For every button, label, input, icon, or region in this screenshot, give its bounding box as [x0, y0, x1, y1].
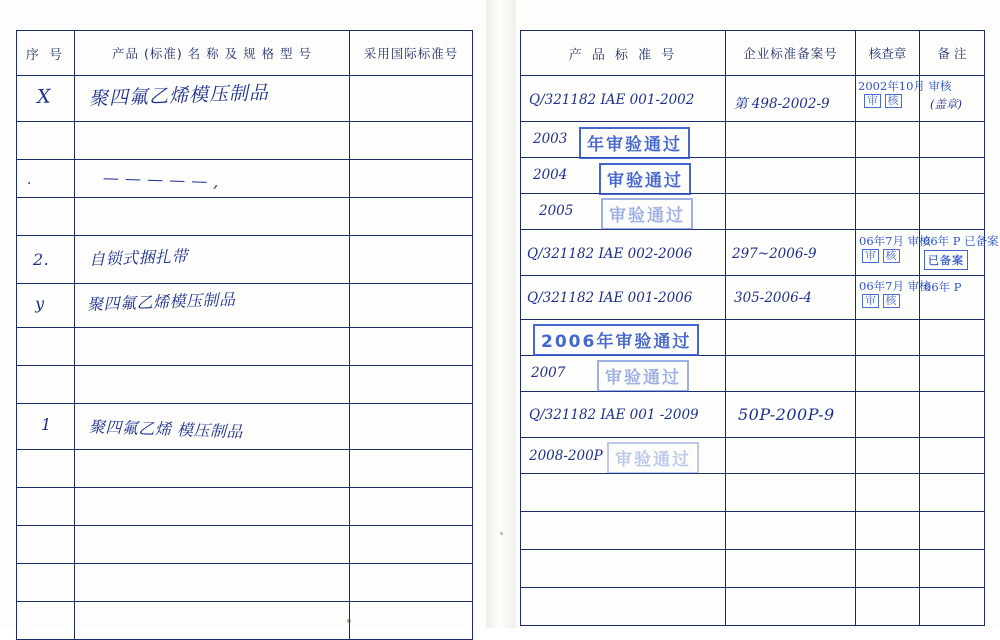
inspection-stamp: 审验通过	[599, 163, 691, 195]
table-row	[521, 512, 985, 550]
table-row	[521, 76, 985, 122]
cell-standard-no	[521, 588, 726, 626]
cell-intl-standard	[350, 328, 473, 366]
inspection-stamp: 2006年审验通过	[533, 324, 699, 356]
cell-remark	[920, 276, 985, 320]
handwriting-serial: X	[36, 85, 52, 108]
cell-product-name	[75, 404, 350, 450]
cell-record-no	[726, 194, 856, 230]
table-row	[521, 438, 985, 474]
handwriting-serial: 2.	[33, 250, 50, 269]
cell-check-seal	[856, 356, 920, 392]
table-row	[521, 320, 985, 356]
cell-check-seal	[856, 230, 931, 276]
table-row	[17, 564, 473, 602]
cell-intl-standard	[350, 284, 473, 328]
cell-product-name	[75, 450, 350, 488]
cell-intl-standard	[350, 76, 473, 122]
header-record-no: 企业标准备案号	[726, 31, 856, 76]
cell-check-seal	[856, 474, 920, 512]
cell-product-name	[75, 564, 350, 602]
left-table-header-row	[17, 31, 473, 76]
cell-serial	[17, 488, 75, 526]
cell-intl-standard	[350, 160, 473, 198]
cell-record-no	[726, 320, 856, 356]
remark-date-text: 06年 P 已备案	[923, 234, 999, 248]
cell-check-seal	[856, 320, 920, 356]
handwriting-year: 2005	[539, 203, 574, 219]
cell-serial	[17, 526, 75, 564]
cell-standard-no	[521, 194, 726, 230]
handwriting-remark: (盖章)	[930, 97, 962, 111]
cell-check-seal	[856, 194, 920, 230]
cell-intl-standard	[350, 366, 473, 404]
inspection-stamp: 审验通过	[607, 442, 699, 474]
table-row	[17, 404, 473, 450]
remark-date-text: 06年 P	[924, 280, 962, 294]
table-row	[17, 236, 473, 284]
header-intl-standard: 采用国际标准号	[350, 31, 473, 76]
cell-record-no	[726, 550, 856, 588]
cell-check-seal	[856, 588, 920, 626]
handwriting-year: 2008-200P	[529, 448, 603, 464]
handwriting-standard-no: Q/321182 IAE 001-2002	[529, 92, 695, 108]
cell-remark	[920, 230, 999, 276]
handwriting-record-no: 297~2006-9	[732, 246, 817, 262]
table-row	[17, 526, 473, 564]
seal-date-text: 06年7月 审核	[859, 279, 931, 293]
cell-intl-standard	[350, 488, 473, 526]
table-row	[17, 366, 473, 404]
cell-product-name	[75, 236, 350, 284]
header-remark: 备 注	[920, 31, 985, 76]
cell-record-no	[726, 122, 856, 158]
cell-serial	[17, 564, 75, 602]
table-row	[521, 392, 985, 438]
right-table-header-row	[521, 31, 985, 76]
cell-standard-no	[521, 392, 726, 438]
cell-record-no	[726, 158, 856, 194]
cell-product-name	[75, 488, 350, 526]
header-standard-no: 产 品 标 准 号	[521, 31, 726, 76]
cell-record-no	[726, 512, 856, 550]
cell-remark	[920, 122, 985, 158]
cell-product-name	[75, 198, 350, 236]
cell-record-no	[726, 230, 856, 276]
cell-product-name	[75, 122, 350, 160]
handwriting-dash-mark: .	[27, 172, 32, 188]
cell-product-name	[75, 76, 350, 122]
cell-serial	[17, 76, 75, 122]
handwriting-product-name: 聚四氟乙烯 模压制品	[88, 417, 244, 442]
table-row	[17, 284, 473, 328]
handwriting-serial: y	[34, 293, 45, 313]
cell-standard-no	[521, 512, 726, 550]
cell-remark	[920, 158, 985, 194]
cell-serial	[17, 160, 75, 198]
table-row	[17, 488, 473, 526]
handwriting-strike-line: — — — — — ,	[102, 168, 220, 192]
cell-check-seal	[856, 392, 920, 438]
handwriting-product-name: 自锁式捆扎带	[88, 246, 189, 269]
cell-serial	[17, 122, 75, 160]
table-row	[17, 602, 473, 640]
handwriting-year: 2004	[533, 167, 568, 183]
cell-remark	[920, 550, 985, 588]
approval-seal-icon: 审 核	[864, 94, 902, 108]
table-row	[521, 356, 985, 392]
cell-check-seal	[856, 158, 920, 194]
cell-serial	[17, 198, 75, 236]
table-row	[17, 76, 473, 122]
cell-product-name	[75, 284, 350, 328]
table-row	[17, 160, 473, 198]
inspection-stamp: 审验通过	[601, 198, 693, 230]
cell-serial	[17, 328, 75, 366]
cell-record-no	[726, 356, 856, 392]
header-serial-no: 序 号	[17, 31, 75, 76]
table-row	[17, 328, 473, 366]
filed-stamp: 已备案	[924, 250, 968, 270]
cell-check-seal	[856, 122, 920, 158]
cell-standard-no	[521, 122, 726, 158]
table-row	[521, 230, 985, 276]
header-check-seal: 核查章	[856, 31, 920, 76]
table-row	[521, 550, 985, 588]
cell-product-name	[75, 328, 350, 366]
handwriting-year: 2003	[533, 131, 568, 147]
cell-standard-no	[521, 438, 726, 474]
cell-record-no	[726, 588, 856, 626]
cell-remark	[920, 438, 985, 474]
cell-product-name	[75, 160, 350, 198]
cell-product-name	[75, 526, 350, 564]
handwriting-product-name: 聚四氟乙烯模压制品	[86, 289, 236, 314]
cell-remark	[920, 588, 985, 626]
cell-remark	[920, 194, 985, 230]
approval-seal-icon: 审 核	[862, 294, 900, 308]
table-row	[521, 588, 985, 626]
cell-remark	[920, 512, 985, 550]
cell-check-seal	[856, 550, 920, 588]
right-register-table	[520, 30, 999, 626]
table-row	[17, 198, 473, 236]
cell-serial	[17, 284, 75, 328]
left-register-table	[16, 30, 473, 640]
cell-intl-standard	[350, 564, 473, 602]
cell-intl-standard	[350, 236, 473, 284]
cell-remark	[920, 356, 985, 392]
cell-check-seal	[856, 276, 931, 320]
table-row	[521, 122, 985, 158]
cell-product-name	[75, 366, 350, 404]
cell-check-seal	[856, 438, 920, 474]
handwriting-record-no: 305-2006-4	[734, 290, 812, 306]
handwriting-record-no: 第 498-2002-9	[734, 96, 830, 112]
cell-intl-standard	[350, 450, 473, 488]
table-row	[521, 158, 985, 194]
table-row	[521, 194, 985, 230]
cell-standard-no	[521, 158, 726, 194]
cell-serial	[17, 236, 75, 284]
cell-intl-standard	[350, 526, 473, 564]
cell-serial	[17, 366, 75, 404]
cell-remark	[920, 320, 985, 356]
seal-date-text: 06年7月 审核	[859, 234, 931, 248]
inspection-stamp: 审验通过	[597, 360, 689, 392]
table-row	[521, 276, 985, 320]
spine-speck	[500, 532, 503, 535]
cell-serial	[17, 602, 75, 640]
cell-intl-standard	[350, 602, 473, 640]
handwriting-standard-no: Q/321182 IAE 002-2006	[527, 246, 693, 262]
handwriting-standard-no: Q/321182 IAE 001 -2009	[529, 407, 699, 423]
cell-record-no	[726, 276, 856, 320]
handwriting-product-name: 聚四氟乙烯模压制品	[88, 81, 270, 110]
approval-seal-icon: 审 核	[862, 249, 900, 263]
cell-standard-no	[521, 76, 726, 122]
seal-date-text: 2002年10月 审核	[858, 79, 952, 93]
table-row	[521, 474, 985, 512]
cell-serial	[17, 450, 75, 488]
handwriting-standard-no: Q/321182 IAE 001-2006	[527, 290, 693, 306]
cell-product-name	[75, 602, 350, 640]
handwriting-year: 2007	[531, 365, 566, 381]
handwriting-record-no: 50P-200P-9	[738, 405, 835, 424]
cell-record-no	[726, 438, 856, 474]
cell-record-no	[726, 474, 856, 512]
cell-intl-standard	[350, 122, 473, 160]
inspection-stamp: 年审验通过	[579, 127, 690, 159]
cell-remark	[920, 76, 985, 122]
cell-intl-standard	[350, 404, 473, 450]
table-row	[17, 122, 473, 160]
cell-remark	[920, 392, 985, 438]
handwriting-serial: 1	[41, 415, 52, 434]
cell-record-no	[726, 76, 856, 122]
cell-standard-no	[521, 356, 726, 392]
cell-standard-no	[521, 276, 726, 320]
cell-intl-standard	[350, 198, 473, 236]
cell-standard-no	[521, 230, 726, 276]
cell-standard-no	[521, 474, 726, 512]
header-product-name: 产品 (标准) 名 称 及 规 格 型 号	[75, 31, 350, 76]
table-row	[17, 450, 473, 488]
cell-standard-no	[521, 550, 726, 588]
cell-standard-no	[521, 320, 726, 356]
cell-serial	[17, 404, 75, 450]
cell-check-seal	[856, 512, 920, 550]
cell-remark	[920, 474, 985, 512]
cell-record-no	[726, 392, 856, 438]
